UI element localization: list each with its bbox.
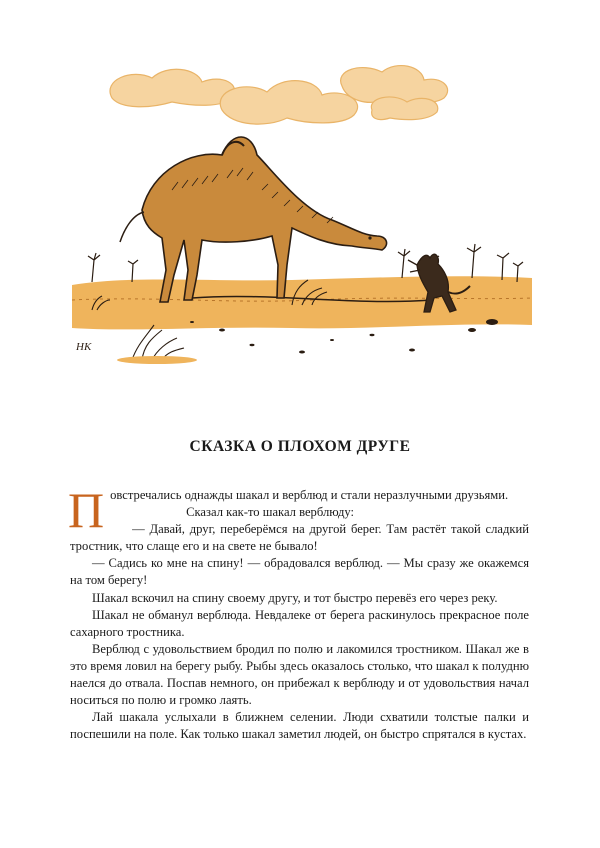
paragraph-2: Сказал как-то шакал верблюду: xyxy=(186,505,355,520)
clouds xyxy=(110,66,448,125)
paragraph-6: Шакал не обманул верблюда. Невдалеке от берега раскинулось прекрасное поле сахарного тростника. xyxy=(70,607,529,639)
illustrator-signature: НК xyxy=(76,341,92,353)
story-title: СКАЗКА О ПЛОХОМ ДРУГЕ xyxy=(189,438,411,455)
paragraph-1-text: овстречались однажды шакал и верблюд и стали неразлучными друзьями. xyxy=(110,488,509,502)
paragraph-8: Лай шакала услыхали в ближнем селении. Люди схватили толстые палки и поспешили на поле. Как только шакал заметил людей, он быстро спрятался в кустах. xyxy=(70,710,529,742)
paragraph-4: — Садись ко мне на спину! — обрадовался верблюд. — Мы сразу же окажемся на том берегу! xyxy=(70,556,529,588)
story-text xyxy=(68,482,529,743)
drop-cap: П xyxy=(68,482,105,538)
paragraph-3: — Давай, друг, переберёмся на другой берег. Там растёт такой сладкий тростник, что слаще его и на свете не бывало! xyxy=(70,522,529,554)
camel xyxy=(120,137,387,302)
paragraph-7: Верблюд с удовольствием бродил по полю и лакомился тростником. Шакал же в это время ловил на берегу рыбу. Рыбы здесь оказалось столько, что шакал к полудню наелся до отвала. Поспав немного, он прибежал к верблюду и от удовольствия начал носиться по полю и громко лаять. xyxy=(70,641,529,708)
camel-jackal-illustration xyxy=(72,60,532,365)
paragraph-5: Шакал вскочил на спину своему другу, и тот быстро перевёз его через реку. xyxy=(92,590,498,605)
